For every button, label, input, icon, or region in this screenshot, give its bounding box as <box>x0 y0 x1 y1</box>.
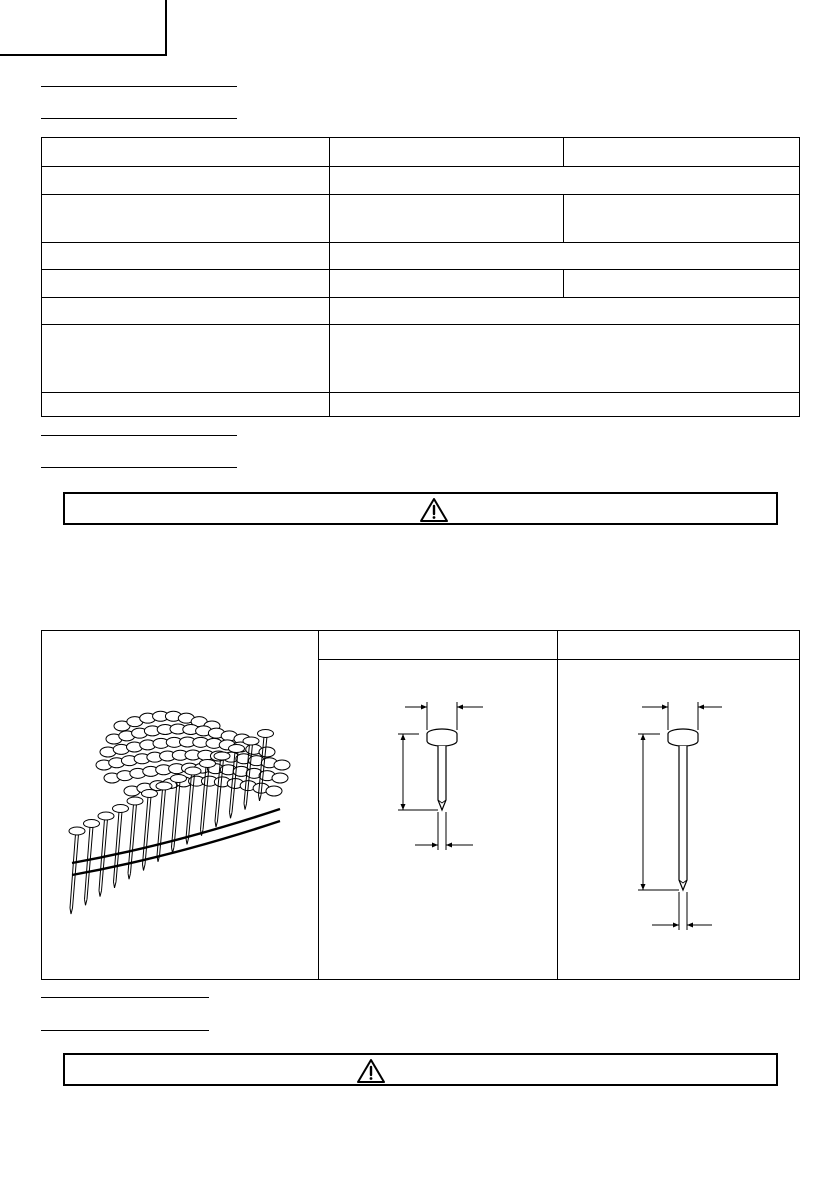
specifications-heading-rule-1 <box>41 86 237 87</box>
spec-value-b <box>564 195 800 243</box>
spec-label <box>42 167 330 195</box>
spec-value <box>330 243 800 270</box>
nail-column-header <box>319 631 558 660</box>
table-row <box>42 138 800 167</box>
specifications-heading-rule-2 <box>41 118 237 119</box>
spec-label <box>42 243 330 270</box>
spec-label <box>42 195 330 243</box>
coil-nails-cell <box>42 631 319 980</box>
nail-column-header <box>558 631 800 660</box>
short-nail-cell <box>319 660 558 980</box>
specifications-table <box>41 137 800 417</box>
operation-warning-box <box>63 1053 778 1086</box>
nail-table <box>41 630 800 980</box>
spec-value <box>330 298 800 325</box>
spec-value-a <box>330 138 564 167</box>
spec-value <box>330 167 800 195</box>
nail-warning-box <box>63 492 778 525</box>
nail-selection-heading-rule-1 <box>41 435 237 436</box>
table-row <box>42 270 800 298</box>
page-tab <box>0 0 167 56</box>
table-row <box>42 243 800 270</box>
table-row <box>42 167 800 195</box>
table-row <box>42 393 800 417</box>
table-row <box>42 195 800 243</box>
operation-heading-rule-1 <box>41 997 209 998</box>
table-row <box>42 631 800 660</box>
spec-value <box>330 393 800 417</box>
table-row <box>42 298 800 325</box>
spec-value-a <box>330 270 564 298</box>
spec-label <box>42 138 330 167</box>
spec-label <box>42 270 330 298</box>
spec-value-b <box>564 270 800 298</box>
spec-label <box>42 298 330 325</box>
table-row <box>42 325 800 393</box>
short-nail-diagram <box>319 660 558 976</box>
operation-heading-rule-2 <box>41 1030 209 1031</box>
warning-triangle-icon <box>419 497 449 523</box>
spec-value <box>330 325 800 393</box>
coil-nails-icon <box>42 631 319 976</box>
long-nail-diagram <box>558 660 800 976</box>
spec-label <box>42 393 330 417</box>
warning-triangle-icon <box>356 1058 386 1084</box>
nail-selection-heading-rule-2 <box>41 467 237 468</box>
spec-value-b <box>564 138 800 167</box>
spec-label <box>42 325 330 393</box>
spec-value-a <box>330 195 564 243</box>
long-nail-cell <box>558 660 800 980</box>
